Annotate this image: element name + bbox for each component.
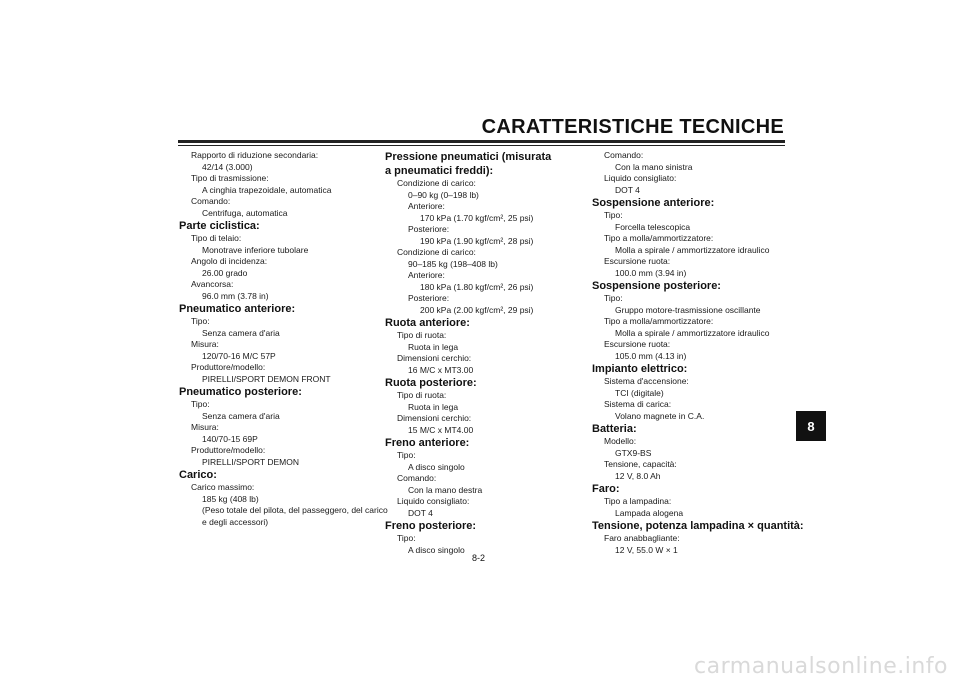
spec-value: Forcella telescopica: [615, 221, 691, 232]
spec-value: 105.0 mm (4.13 in): [615, 350, 687, 361]
spec-value: Anteriore:: [408, 270, 445, 280]
spec-label: Condizione di carico:: [397, 247, 476, 257]
spec-label: Comando:: [604, 150, 644, 160]
spec-label: Comando:: [191, 196, 231, 206]
spec-label: Condizione di carico:: [397, 178, 476, 188]
spec-value: Anteriore:: [408, 201, 445, 211]
spec-value: 96.0 mm (3.78 in): [202, 290, 269, 301]
spec-label: Tipo di trasmissione:: [191, 173, 269, 183]
spec-label: Tipo:: [191, 399, 210, 409]
section-heading: Pneumatico anteriore:: [179, 303, 296, 315]
spec-value: Con la mano destra: [408, 484, 483, 495]
spec-label: Tipo a molla/ammortizzatore:: [604, 233, 714, 243]
spec-value: DOT 4: [615, 184, 640, 195]
spec-value: Volano magnete in C.A.: [615, 410, 705, 421]
spec-value: A cinghia trapezoidale, automatica: [202, 184, 332, 195]
section-heading: Ruota anteriore:: [385, 317, 470, 329]
spec-column-3: [592, 150, 804, 556]
spec-value: PIRELLI/SPORT DEMON FRONT: [202, 373, 331, 384]
spec-label: Tipo:: [397, 450, 416, 460]
spec-label: Dimensioni cerchio:: [397, 413, 472, 423]
section-heading: Freno posteriore:: [385, 520, 477, 532]
spec-label: Sistema d'accensione:: [604, 376, 689, 386]
spec-label: Liquido consigliato:: [397, 496, 470, 506]
spec-value: Ruota in lega: [408, 341, 459, 352]
spec-label: Tensione, capacità:: [604, 459, 677, 469]
title-rule-thick: [178, 140, 785, 143]
spec-label: Tipo:: [604, 210, 623, 220]
spec-value: (Peso totale del pilota, del passeggero, del carico e degli accessori): [202, 505, 388, 527]
spec-label: Comando:: [397, 473, 437, 483]
spec-label: Rapporto di riduzione secondaria:: [191, 150, 319, 160]
spec-label: Angolo di incidenza:: [191, 256, 268, 266]
section-heading: Impianto elettrico:: [592, 363, 688, 375]
spec-value: PIRELLI/SPORT DEMON: [202, 456, 299, 467]
spec-value: A disco singolo: [408, 544, 465, 555]
section-heading: Faro:: [592, 483, 620, 495]
spec-value: 140/70-15 69P: [202, 433, 258, 444]
spec-value: 180 kPa (1.80 kgf/cm², 26 psi): [420, 281, 534, 292]
spec-value: Posteriore:: [408, 293, 450, 303]
spec-column-2: [385, 150, 585, 556]
spec-value: DOT 4: [408, 507, 433, 518]
spec-label: Escursione ruota:: [604, 256, 671, 266]
spec-value: Con la mano sinistra: [615, 161, 693, 172]
section-tab: 8: [796, 411, 826, 441]
spec-value: 12 V, 8.0 Ah: [615, 470, 661, 481]
page-title: CARATTERISTICHE TECNICHE: [481, 116, 784, 138]
section-heading: Ruota posteriore:: [385, 377, 477, 389]
spec-value: 90–185 kg (198–408 lb): [408, 258, 498, 269]
spec-label: Dimensioni cerchio:: [397, 353, 472, 363]
page-number: 8-2: [472, 553, 486, 563]
spec-label: Tipo a molla/ammortizzatore:: [604, 316, 714, 326]
section-heading: Sospensione anteriore:: [592, 197, 715, 209]
section-heading: Pneumatico posteriore:: [179, 386, 302, 398]
spec-value: Gruppo motore-trasmissione oscillante: [615, 304, 761, 315]
spec-label: Carico massimo:: [191, 482, 255, 492]
spec-value: 170 kPa (1.70 kgf/cm², 25 psi): [420, 212, 534, 223]
spec-value: Molla a spirale / ammortizzatore idraulico: [615, 327, 770, 338]
spec-label: Tipo:: [397, 533, 416, 543]
spec-value: Molla a spirale / ammortizzatore idraulico: [615, 244, 770, 255]
title-rule-thin: [178, 145, 785, 146]
spec-value: Centrifuga, automatica: [202, 207, 288, 218]
spec-value: 200 kPa (2.00 kgf/cm², 29 psi): [420, 304, 534, 315]
spec-value: 0–90 kg (0–198 lb): [408, 189, 479, 200]
spec-value: Lampada alogena: [615, 507, 684, 518]
section-heading: Pressione pneumatici (misurata a pneumatici freddi):: [385, 151, 552, 177]
spec-value: A disco singolo: [408, 461, 465, 472]
spec-value: Ruota in lega: [408, 401, 459, 412]
spec-value: TCI (digitale): [615, 387, 664, 398]
section-heading: Tensione, potenza lampadina × quantità:: [592, 520, 804, 532]
spec-value: Senza camera d'aria: [202, 327, 280, 338]
spec-value: 12 V, 55.0 W × 1: [615, 544, 678, 555]
spec-value: GTX9-BS: [615, 447, 652, 458]
section-heading: Parte ciclistica:: [179, 220, 260, 232]
spec-value: 185 kg (408 lb): [202, 493, 259, 504]
spec-label: Escursione ruota:: [604, 339, 671, 349]
spec-label: Produttore/modello:: [191, 445, 266, 455]
spec-value: Senza camera d'aria: [202, 410, 280, 421]
spec-value: Posteriore:: [408, 224, 450, 234]
spec-label: Faro anabbagliante:: [604, 533, 680, 543]
spec-value: 100.0 mm (3.94 in): [615, 267, 687, 278]
spec-label: Tipo a lampadina:: [604, 496, 672, 506]
spec-value: 15 M/C x MT4.00: [408, 424, 474, 435]
spec-value: 190 kPa (1.90 kgf/cm², 28 psi): [420, 235, 534, 246]
spec-label: Misura:: [191, 422, 219, 432]
spec-label: Misura:: [191, 339, 219, 349]
spec-label: Produttore/modello:: [191, 362, 266, 372]
spec-column-1: [179, 150, 388, 528]
spec-label: Avancorsa:: [191, 279, 234, 289]
watermark: carmanualsonline.info: [694, 654, 948, 679]
spec-value: Monotrave inferiore tubolare: [202, 244, 309, 255]
spec-label: Modello:: [604, 436, 637, 446]
spec-label: Tipo:: [604, 293, 623, 303]
section-heading: Sospensione posteriore:: [592, 280, 721, 292]
spec-label: Tipo di telaio:: [191, 233, 242, 243]
section-heading: Freno anteriore:: [385, 437, 470, 449]
section-heading: Batteria:: [592, 423, 637, 435]
spec-label: Tipo:: [191, 316, 210, 326]
spec-label: Liquido consigliato:: [604, 173, 677, 183]
spec-value: 42/14 (3.000): [202, 161, 253, 172]
spec-label: Tipo di ruota:: [397, 390, 447, 400]
spec-value: 26.00 grado: [202, 267, 248, 278]
spec-value: 120/70-16 M/C 57P: [202, 350, 276, 361]
spec-label: Sistema di carica:: [604, 399, 672, 409]
spec-label: Tipo di ruota:: [397, 330, 447, 340]
spec-value: 16 M/C x MT3.00: [408, 364, 474, 375]
section-heading: Carico:: [179, 469, 217, 481]
